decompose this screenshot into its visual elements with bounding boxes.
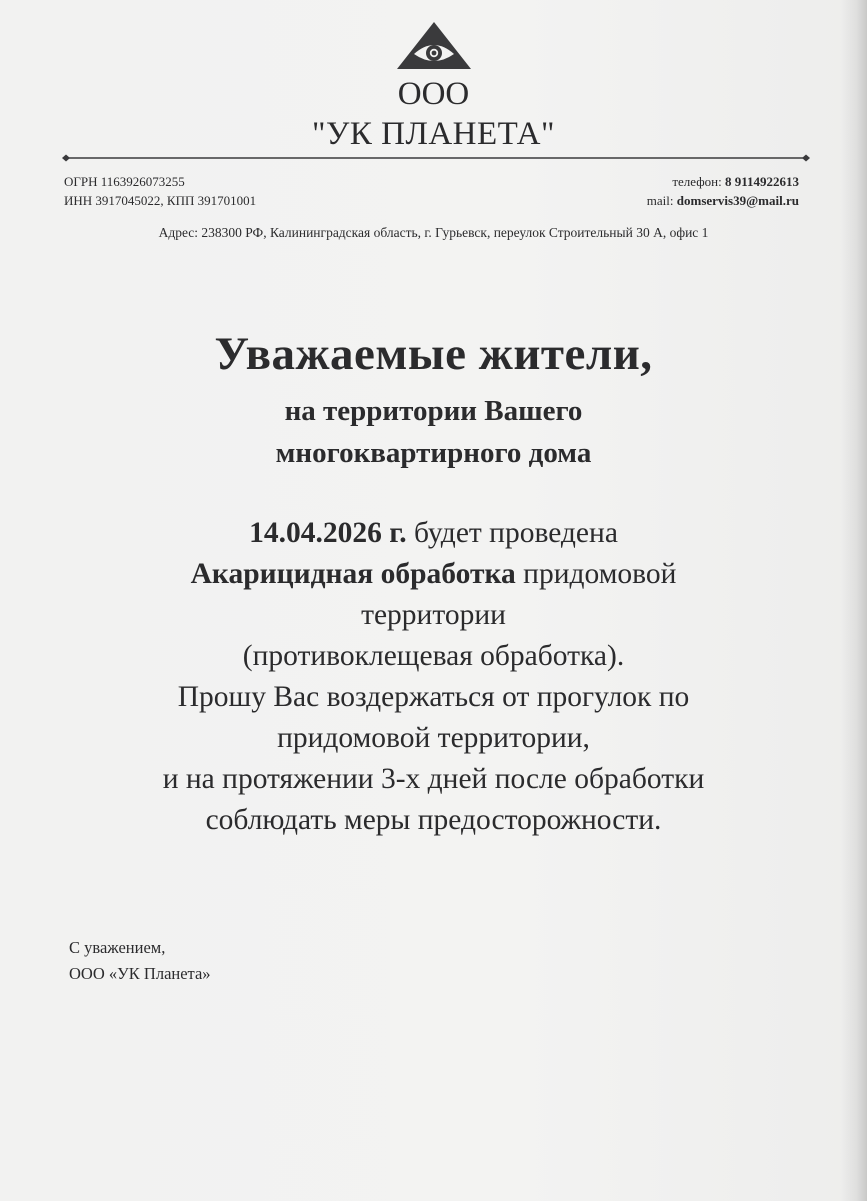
body-line: и на протяжении 3-х дней после обработки	[162, 763, 705, 795]
notice-subheading	[0, 390, 867, 474]
treatment-date: 14.04.2026 г.	[249, 517, 407, 549]
body-line-date	[0, 513, 867, 554]
company-contacts	[647, 172, 799, 210]
signature-company: ООО «УК Планета»	[69, 964, 211, 983]
mail-value: domservis39@mail.ru	[676, 193, 799, 208]
mail-line	[647, 191, 799, 210]
company-name: "УК ПЛАНЕТА"	[312, 116, 555, 152]
phone-label: телефон:	[672, 174, 725, 189]
body-line: Прошу Вас воздержаться от прогулок по	[177, 681, 690, 713]
body-line: территории	[361, 599, 506, 631]
company-address: Адрес: 238300 РФ, Калининградская область, г. Гурьевск, переулок Строительный 30 А, офис 1	[158, 225, 709, 240]
body-line-treatment	[0, 554, 867, 595]
eye-triangle-icon	[396, 21, 472, 71]
company-type: ООО	[397, 76, 470, 112]
subhead-line: многоквартирного дома	[275, 437, 592, 469]
phone-line	[647, 172, 799, 191]
company-registration-info	[64, 172, 256, 210]
subhead-line: на территории Вашего	[284, 395, 583, 427]
signature-block	[69, 935, 211, 987]
notice-body	[0, 513, 867, 841]
body-text-fragment: придомовой	[515, 558, 677, 590]
body-line: соблюдать меры предосторожности.	[205, 804, 662, 836]
phone-value: 8 9114922613	[724, 174, 799, 189]
notice-headline: Уважаемые жители,	[214, 328, 653, 380]
body-text-fragment: будет проведена	[406, 517, 618, 549]
inn-kpp-text: ИНН 3917045022, КПП 391701001	[64, 193, 257, 208]
mail-label: mail:	[646, 193, 677, 208]
body-line: (противоклещевая обработка).	[242, 640, 625, 672]
signature-greeting: С уважением,	[69, 938, 166, 957]
ogrn-text: ОГРН 1163926073255	[64, 174, 185, 189]
header-divider	[62, 153, 810, 163]
treatment-type: Акарицидная обработка	[190, 558, 516, 590]
body-line: придомовой территории,	[277, 722, 590, 754]
